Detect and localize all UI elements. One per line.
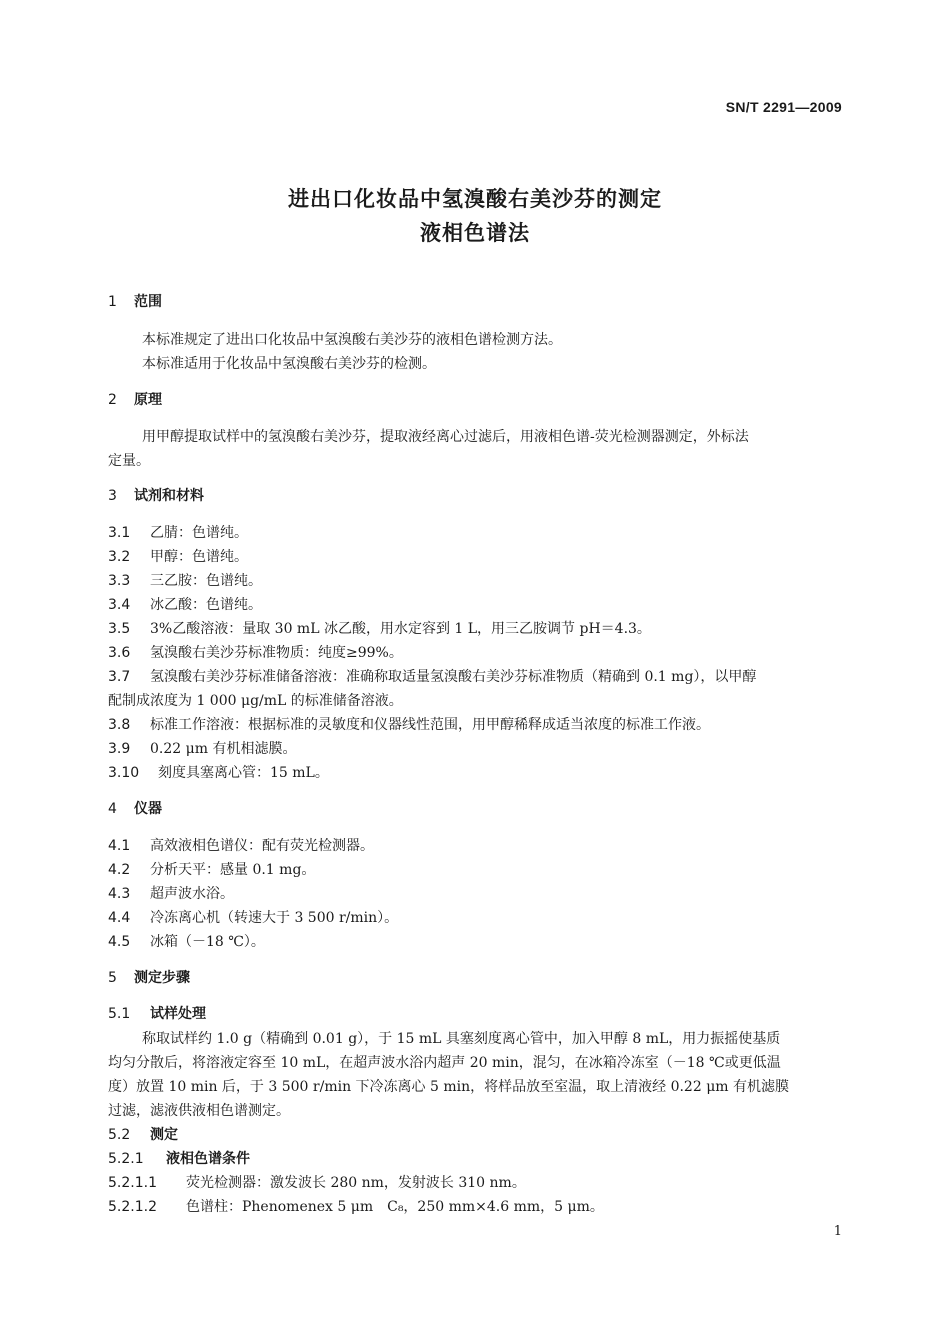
subsection-title: 试样处理 — [150, 1006, 206, 1022]
subsection-title: 测定 — [150, 1127, 178, 1143]
section-1-paragraph-1: 本标准规定了进出口化妆品中氢溴酸右美沙芬的液相色谱检测方法。 — [142, 332, 562, 348]
list-item — [108, 858, 843, 882]
subsection-5-1-line-1: 称取试样约 1.0 g（精确到 0.01 g），于 15 mL 具塞刻度离心管中，加入甲醇 8 mL，用力振摇使基质 — [142, 1031, 781, 1047]
item-text: 刻度具塞离心管：15 mL。 — [158, 765, 329, 781]
item-number: 3.5 — [108, 621, 131, 637]
subsection-5-1-line-4: 过滤，滤液供液相色谱测定。 — [108, 1103, 290, 1119]
item-number: 3.4 — [108, 597, 131, 613]
section-number: 5 — [108, 970, 117, 986]
list-item — [108, 761, 843, 785]
item-text: 高效液相色谱仪：配有荧光检测器。 — [150, 838, 374, 854]
list-item — [108, 641, 843, 665]
list-item — [108, 593, 843, 617]
section-2-paragraph-line-2: 定量。 — [108, 453, 150, 469]
item-text: 冰乙酸：色谱纯。 — [150, 597, 262, 613]
item-text: 氢溴酸右美沙芬标准物质：纯度≥99%。 — [150, 645, 403, 661]
item-text: 分析天平：感量 0.1 mg。 — [150, 862, 316, 878]
subsection-5-2-1-heading — [108, 1147, 843, 1171]
subsection-number: 5.2.1 — [108, 1151, 144, 1167]
item-text: 氢溴酸右美沙芬标准储备溶液：准确称取适量氢溴酸右美沙芬标准物质（精确到 0.1 mg），以甲醇 — [150, 669, 757, 685]
item-text: 甲醇：色谱纯。 — [150, 549, 248, 565]
subsection-title: 液相色谱条件 — [166, 1151, 250, 1167]
subsection-5-2-heading — [108, 1123, 843, 1147]
item-text: 超声波水浴。 — [150, 886, 234, 902]
item-text: 3%乙酸溶液：量取 30 mL 冰乙酸，用水定容到 1 L，用三乙胺调节 pH＝4.3。 — [150, 621, 651, 637]
document-title: 进出口化妆品中氢溴酸右美沙芬的测定 — [288, 187, 662, 211]
item-text: 乙腈：色谱纯。 — [150, 525, 248, 541]
list-item — [108, 1171, 843, 1195]
item-number: 4.4 — [108, 910, 131, 926]
section-number: 2 — [108, 392, 117, 408]
subsection-5-1-line-2: 均匀分散后，将溶液定容至 10 mL，在超声波水浴内超声 20 min，混匀，在冰箱冷冻室（－18 ℃或更低温 — [108, 1055, 781, 1071]
item-text: 标准工作溶液：根据标准的灵敏度和仪器线性范围，用甲醇稀释成适当浓度的标准工作液。 — [150, 717, 710, 733]
item-number: 3.6 — [108, 645, 131, 661]
section-2-paragraph-line-1: 用甲醇提取试样中的氢溴酸右美沙芬，提取液经离心过滤后，用液相色谱-荧光检测器测定，外标法 — [142, 429, 749, 445]
list-item — [108, 521, 843, 545]
section-number: 1 — [108, 294, 117, 310]
subsection-number: 5.1 — [108, 1006, 131, 1022]
list-item-continuation: 配制成浓度为 1 000 μg/mL 的标准储备溶液。 — [108, 693, 403, 709]
item-number: 3.7 — [108, 669, 131, 685]
item-number: 4.1 — [108, 838, 131, 854]
item-number: 3.10 — [108, 765, 140, 781]
list-item — [108, 569, 843, 593]
item-text: 0.22 μm 有机相滤膜。 — [150, 741, 297, 757]
list-item — [108, 737, 843, 761]
section-number: 4 — [108, 801, 117, 817]
item-number: 4.5 — [108, 934, 131, 950]
section-title: 测定步骤 — [134, 970, 190, 986]
list-item — [108, 906, 843, 930]
list-item — [108, 882, 843, 906]
standard-code: SN/T 2291—2009 — [725, 99, 842, 115]
section-1-heading — [108, 290, 843, 314]
document-subtitle: 液相色谱法 — [420, 221, 530, 245]
section-title: 原理 — [134, 392, 162, 408]
item-number: 3.2 — [108, 549, 131, 565]
page-number: 1 — [833, 1224, 842, 1239]
item-text: 荧光检测器：激发波长 280 nm，发射波长 310 nm。 — [186, 1175, 526, 1191]
section-5-heading — [108, 966, 843, 990]
list-item — [108, 617, 843, 641]
section-3-heading — [108, 484, 843, 508]
item-number: 3.1 — [108, 525, 131, 541]
list-item — [108, 545, 843, 569]
item-text: 冰箱（－18 ℃）。 — [150, 934, 265, 950]
list-item — [108, 1195, 843, 1219]
item-text: 色谱柱：Phenomenex 5 μm C₈，250 mm×4.6 mm，5 μm。 — [186, 1199, 604, 1215]
subsection-number: 5.2 — [108, 1127, 131, 1143]
item-number: 5.2.1.1 — [108, 1175, 157, 1191]
section-2-heading — [108, 388, 843, 412]
section-title: 范围 — [134, 294, 162, 310]
list-item — [108, 930, 843, 954]
subsection-5-1-line-3: 度）放置 10 min 后，于 3 500 r/min 下冷冻离心 5 min，将样品放至室温，取上清液经 0.22 μm 有机滤膜 — [108, 1079, 790, 1095]
list-item — [108, 665, 843, 689]
item-text: 三乙胺：色谱纯。 — [150, 573, 262, 589]
item-number: 3.9 — [108, 741, 131, 757]
section-title: 仪器 — [134, 801, 162, 817]
item-number: 5.2.1.2 — [108, 1199, 157, 1215]
list-item — [108, 834, 843, 858]
item-text: 冷冻离心机（转速大于 3 500 r/min）。 — [150, 910, 399, 926]
subsection-5-1-heading — [108, 1002, 843, 1026]
item-number: 4.3 — [108, 886, 131, 902]
section-number: 3 — [108, 488, 117, 504]
item-number: 3.8 — [108, 717, 131, 733]
item-number: 3.3 — [108, 573, 131, 589]
list-item — [108, 713, 843, 737]
item-number: 4.2 — [108, 862, 131, 878]
section-1-paragraph-2: 本标准适用于化妆品中氢溴酸右美沙芬的检测。 — [142, 356, 436, 372]
section-title: 试剂和材料 — [134, 488, 204, 504]
section-4-heading — [108, 797, 843, 821]
